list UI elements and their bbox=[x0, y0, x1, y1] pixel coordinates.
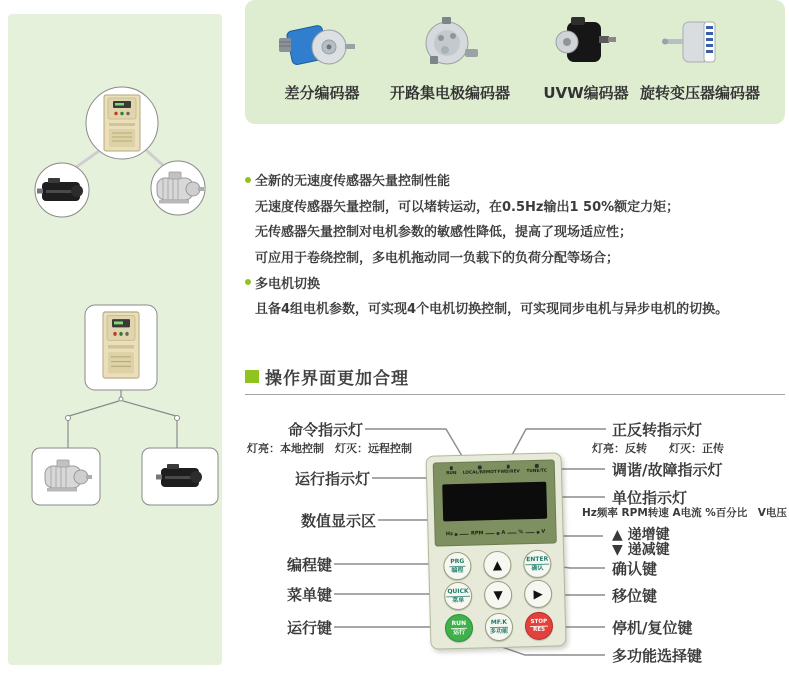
inverter-motor-diagrams bbox=[8, 14, 222, 665]
diagram-two-inverter-to-motors bbox=[32, 305, 218, 505]
encoder-item bbox=[385, 12, 515, 103]
feature-item bbox=[245, 193, 785, 219]
unit-led-icon bbox=[455, 532, 458, 535]
annotation-unit-indicator-sub: Hz频率 RPM转速 A电流 %百分比 V电压 bbox=[582, 507, 787, 519]
annotation-tune-fault-indicator: 调谐/故障指示灯 bbox=[612, 461, 723, 479]
annotation-multifunction-key: 多功能选择键 bbox=[612, 647, 703, 665]
feature-text: 多电机切换 bbox=[255, 276, 321, 292]
diagram-one-inverter-to-motors bbox=[35, 87, 205, 217]
feature-item bbox=[245, 244, 785, 270]
section-marker-icon bbox=[245, 370, 259, 383]
left-illustration-panel bbox=[8, 14, 222, 665]
resolver-encoder-image bbox=[655, 12, 745, 78]
differential-encoder-image bbox=[277, 12, 367, 78]
keypad-face bbox=[433, 459, 557, 546]
feature-item bbox=[245, 218, 785, 244]
encoder-label: UVW编码器 bbox=[543, 84, 629, 102]
encoder-label: 旋转变压器编码器 bbox=[639, 84, 760, 102]
bullet-icon bbox=[245, 177, 251, 183]
annotation-shift-key: 移位键 bbox=[612, 587, 658, 605]
encoder-label: 差分编码器 bbox=[284, 84, 360, 102]
annotation-run-key: 运行键 bbox=[286, 619, 332, 637]
encoder-item bbox=[635, 12, 765, 103]
section-title: 操作界面更加合理 bbox=[265, 369, 409, 389]
led-indicator-row: RUN LOCAL/REMOT FWD/REV TUNE/TC bbox=[437, 464, 551, 476]
run-led-icon bbox=[449, 466, 453, 470]
shift-arrow-key: ▶ bbox=[524, 580, 553, 609]
annotation-fwd-rev-indicator: 正反转指示灯 bbox=[612, 421, 703, 439]
quick-menu-key: QUICK 菜单 bbox=[444, 582, 473, 611]
section-header bbox=[245, 364, 785, 395]
fwd-rev-led-icon bbox=[506, 465, 510, 469]
annotation-stop-reset-key: 停机/复位键 bbox=[612, 619, 693, 637]
encoder-item bbox=[257, 12, 387, 103]
feature-item bbox=[245, 269, 785, 295]
stop-reset-key: STOP RES bbox=[525, 612, 554, 641]
feature-text: 且备4组电机参数，可实现4个电机切换控制，可实现同步电机与异步电机的切换。 bbox=[255, 302, 729, 318]
run-key: RUN 运行 bbox=[445, 614, 474, 643]
local-remote-led-icon bbox=[478, 465, 482, 469]
annotation-increment-key: ▲ 递增键 bbox=[612, 527, 670, 543]
feature-text: 无传感器矢量控制对电机参数的敏感性降低，提高了现场适应性； bbox=[255, 225, 633, 241]
up-arrow-key: ▲ bbox=[483, 551, 512, 580]
open-collector-encoder-image bbox=[405, 12, 495, 78]
feature-text: 全新的无速度传感器矢量控制性能 bbox=[255, 174, 451, 190]
encoder-types-box bbox=[245, 0, 785, 124]
annotation-display-area: 数值显示区 bbox=[300, 512, 376, 530]
annotation-program-key: 编程键 bbox=[286, 556, 332, 574]
unit-indicator-row: Hz RPM A % V bbox=[445, 528, 546, 538]
annotation-fwd-rev-indicator-sub: 灯亮：反转 灯灭：正传 bbox=[592, 442, 724, 455]
annotation-menu-key: 菜单键 bbox=[286, 586, 332, 604]
tune-tc-led-icon bbox=[535, 464, 539, 468]
enter-key: ENTER 确认 bbox=[523, 550, 552, 579]
annotation-run-indicator: 运行指示灯 bbox=[294, 470, 370, 488]
multifunction-key: MF.K 多功能 bbox=[485, 613, 514, 642]
operator-keypad bbox=[425, 452, 566, 649]
encoder-item bbox=[521, 12, 651, 103]
section-underline bbox=[245, 394, 785, 395]
feature-item bbox=[245, 295, 785, 321]
annotation-decrement-key: ▼ 递减键 bbox=[612, 542, 670, 558]
annotation-unit-indicator: 单位指示灯 bbox=[612, 489, 688, 507]
feature-text: 无速度传感器矢量控制，可以堵转运动，在0.5Hz输出1 50%额定力矩； bbox=[255, 199, 680, 215]
bullet-icon bbox=[245, 279, 251, 285]
feature-item bbox=[245, 167, 785, 193]
seven-segment-display bbox=[442, 482, 547, 522]
annotation-command-indicator: 命令指示灯 bbox=[287, 421, 363, 439]
prg-key: PRG 编程 bbox=[443, 552, 472, 581]
encoder-label: 开路集电极编码器 bbox=[389, 84, 510, 102]
feature-text: 可应用于卷绕控制，多电机拖动同一负载下的负荷分配等场合； bbox=[255, 251, 620, 267]
annotation-enter-key: 确认键 bbox=[612, 560, 658, 578]
annotation-command-indicator-sub: 灯亮：本地控制 灯灭：远程控制 bbox=[247, 442, 412, 455]
unit-led-icon bbox=[496, 531, 499, 534]
down-arrow-key: ▼ bbox=[484, 581, 513, 610]
unit-led-icon bbox=[536, 530, 539, 533]
uvw-encoder-image bbox=[541, 12, 631, 78]
feature-list bbox=[245, 167, 785, 321]
